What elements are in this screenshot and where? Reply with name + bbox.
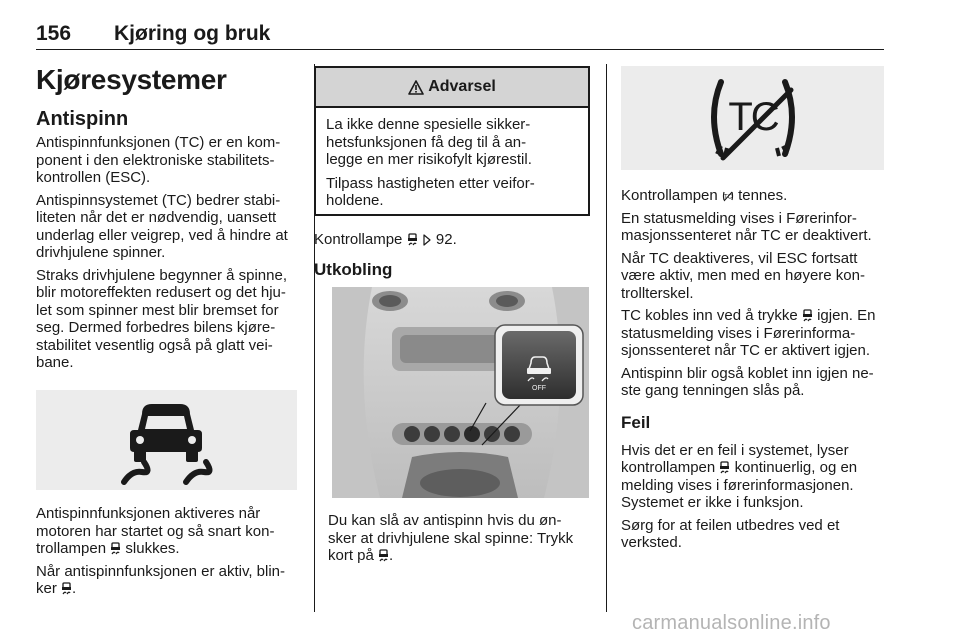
paragraph: TC kobles inn ved å trykke igjen. En statusmelding vises i Førerinforma- sjonssenteret når TC er aktivert igjen.	[621, 307, 876, 359]
tc-indicator-icon	[378, 549, 389, 562]
paragraph: Hvis det er en feil i systemet, lyser kontrollampen kontinuerlig, og en melding vises i førerinformasjonen. Systemet er ikke i funksjon.	[621, 441, 858, 511]
column-1-lower	[36, 505, 302, 598]
page-number: 156	[36, 22, 72, 45]
tc-indicator-icon	[407, 233, 418, 246]
warning-title: Advarsel	[428, 78, 496, 95]
tc-indicator-icon	[61, 582, 72, 595]
traction-skid-icon	[36, 390, 297, 490]
column-2	[314, 231, 594, 280]
paragraph: Antispinnfunksjonen aktiveres når motoren har startet og så snart kon- trollampen slukkes.	[36, 505, 275, 557]
heading-utkobling: Utkobling	[314, 259, 393, 279]
paragraph: En statusmelding vises i Førerinfor- masjonssenteret når TC er deaktivert.	[621, 209, 872, 244]
watermark[interactable]: carmanualsonline.info	[632, 612, 831, 634]
warning-triangle-icon	[408, 80, 424, 95]
tc-indicator-icon	[802, 309, 813, 322]
tc-indicator-icon	[719, 461, 730, 474]
warning-text: Tilpass hastigheten etter veifor- holdene.	[326, 174, 535, 209]
photo-caption	[328, 512, 598, 565]
warning-header	[316, 68, 588, 108]
column-divider-2	[606, 64, 607, 612]
skid-car-figure	[36, 390, 297, 490]
paragraph: Antispinnsystemet (TC) bedrer stabi- liteten når det er nødvendig, uansett underlag eller veigrep, ved å hindre at drivhjulene spinner.	[36, 191, 288, 261]
tc-off-indicator-text: TC	[723, 194, 732, 201]
tc-indicator-icon	[110, 542, 121, 555]
column-1	[36, 108, 302, 372]
section-title: Kjøresystemer	[36, 64, 227, 95]
chapter-title: Kjøring og bruk	[114, 22, 271, 45]
tc-off-warning-icon	[621, 66, 884, 170]
tc-off-indicator-icon	[722, 190, 734, 202]
paragraph: Antispinnfunksjonen (TC) er en kom- ponent i den elektroniske stabilitets- kontrollen (ESC).	[36, 134, 281, 186]
heading-feil: Feil	[621, 412, 651, 432]
console-photo-illustration	[332, 287, 589, 498]
paragraph: Du kan slå av antispinn hvis du øn- sker at drivhjulene skal spinne: Trykk kort på .	[328, 512, 574, 564]
paragraph: Kontrollampen TC tennes.	[621, 187, 788, 204]
tc-icon-text: TC	[728, 95, 778, 139]
warning-box	[314, 66, 590, 216]
header-rule	[36, 49, 884, 50]
paragraph: Når TC deaktiveres, vil ESC fortsatt være aktiv, men med en høyere kon- trollterskel.	[621, 249, 865, 302]
warning-text: La ikke denne spesielle sikker- hetsfunksjonen få deg til å an- legge en mer risikofylt kjørestil.	[326, 116, 532, 168]
cross-reference: Kontrollampe 92.	[314, 231, 457, 248]
tc-off-figure	[621, 66, 884, 170]
column-3	[621, 187, 887, 552]
paragraph: Når antispinnfunksjonen er aktiv, blin- ker .	[36, 562, 286, 597]
paragraph: Sørg for at feilen utbedres ved et verksted.	[621, 516, 840, 551]
console-photo	[332, 287, 589, 498]
paragraph: Straks drivhjulene begynner å spinne, blir motoreffekten redusert og det hju- let som spinner mest blir bremset for seg. Dermed forbedres bilens kjøre- stabilitet vesentlig også på glatt vei- bane.	[36, 266, 287, 371]
off-button-label: OFF	[532, 385, 546, 392]
page-reference-icon	[422, 234, 432, 246]
paragraph: Antispinn blir også koblet inn igjen ne- ste gang tenningen slås på.	[621, 364, 874, 399]
heading-antispinn: Antispinn	[36, 108, 129, 130]
